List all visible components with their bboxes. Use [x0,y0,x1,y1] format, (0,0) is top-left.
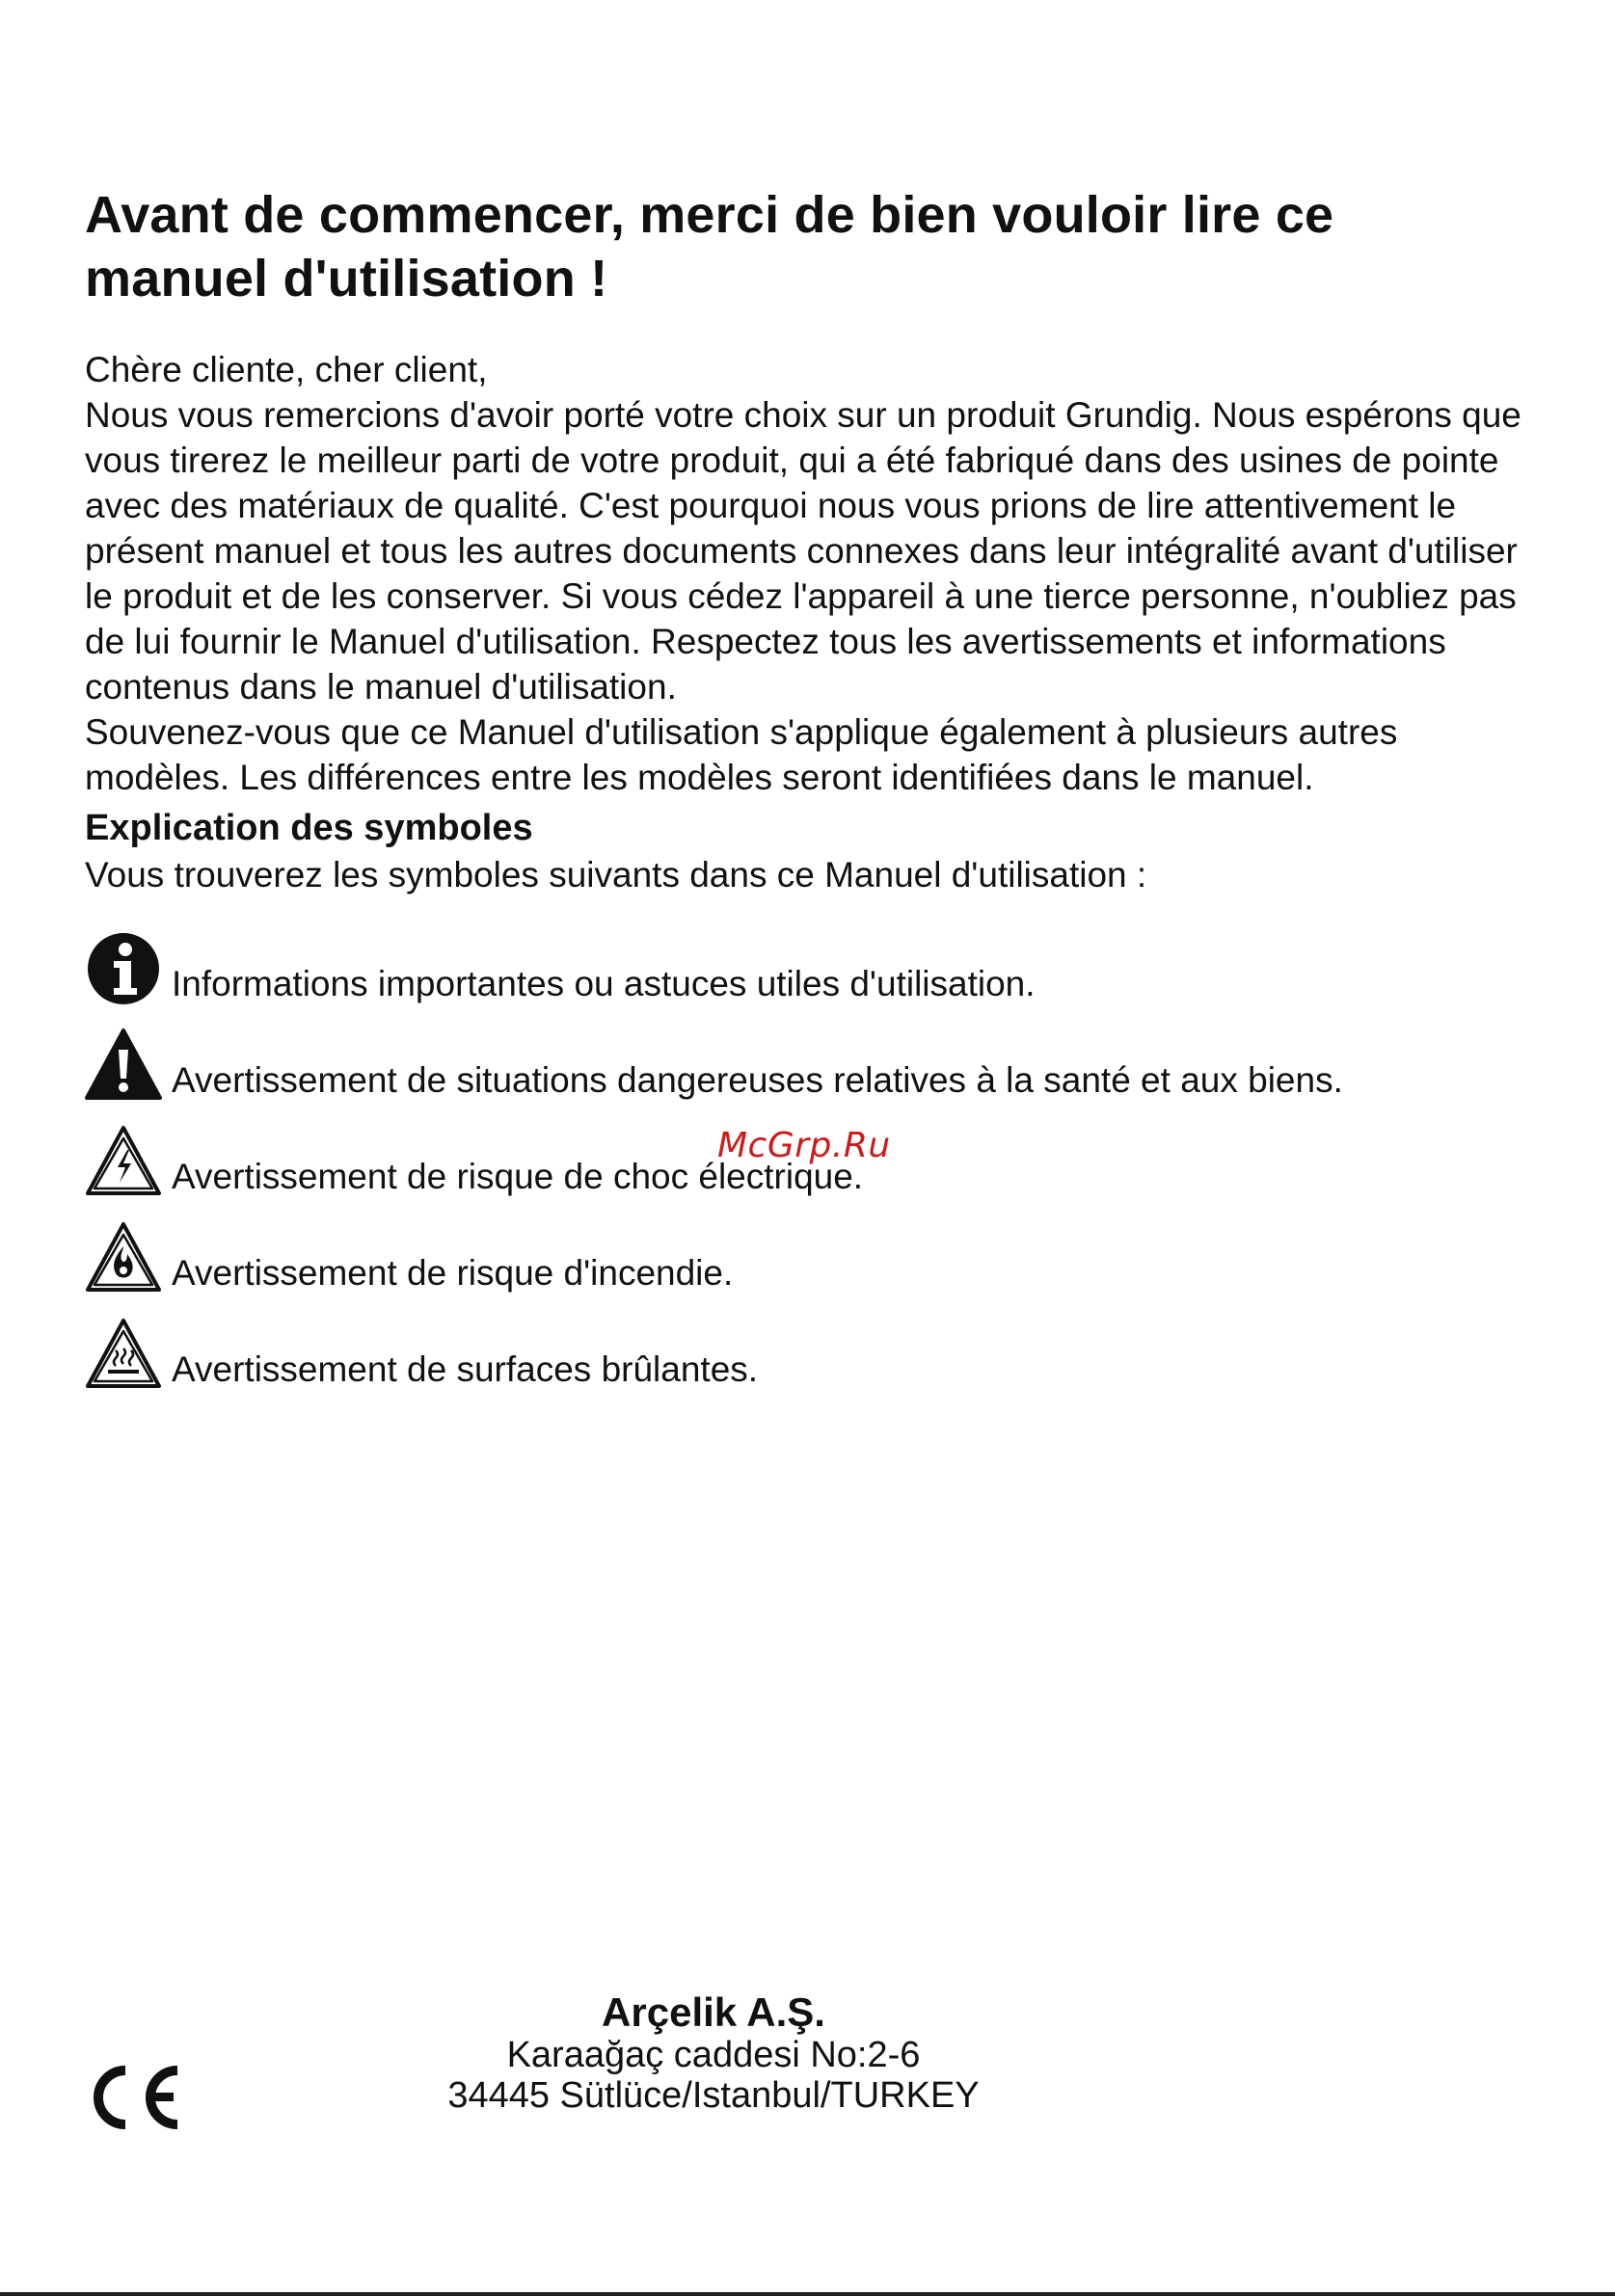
manual-page [85,183,1531,1393]
intro-paragraph: Nous vous remercions d'avoir porté votre choix sur un produit Grundig. Nous espérons que vous tirerez le meilleur parti de votre produit, qui a été fabriqué dans des usines de pointe avec des matériaux de qualité. C'est pourquoi nous vous prions de lire attentivement le présent manuel et tous les autres documents connexes dans leur intégralité avant d'utiliser le produit et de les conserver. Si vous cédez l'appareil à une tierce personne, n'oubliez pas de lui fournir le Manuel d'utilisation. Respectez tous les avertissements et informations contenus dans le manuel d'utilisation. [85,395,1521,707]
symbol-text: Avertissement de surfaces brûlantes. [172,1349,759,1389]
address-line-1: Karaağaç caddesi No:2-6 [506,2035,921,2075]
warning-icon [85,1027,170,1104]
company-name: Arçelik A.Ş. [602,1989,825,2035]
symbols-lead: Vous trouverez les symboles suivants dans ce Manuel d'utilisation : [85,855,1147,894]
manufacturer-address [444,1990,983,2116]
symbol-text: Informations importantes ou astuces utiles d'utilisation. [172,964,1036,1003]
symbol-item-warning [85,1007,1531,1104]
greeting: Chère cliente, cher client, [85,350,488,389]
bottom-rule [0,2292,1615,2296]
symbol-item-hot-surface [85,1296,1531,1393]
watermark-text: McGrp.Ru [717,1126,891,1165]
hot-surface-icon [85,1316,170,1393]
symbol-text: Avertissement de situations dangereuses relatives à la santé et aux biens. [172,1060,1343,1100]
ce-mark-icon [83,2063,183,2132]
symbol-item-fire [85,1200,1531,1296]
intro-text [85,347,1531,800]
electric-shock-icon [85,1123,170,1200]
info-icon [85,930,170,1007]
symbol-item-info [85,911,1531,1007]
models-paragraph: Souvenez-vous que ce Manuel d'utilisation s'applique également à plusieurs autres modèles. Les différences entre les modèles seront identifiées dans le manuel. [85,712,1398,797]
address-line-2: 34445 Sütlüce/Istanbul/TURKEY [447,2075,980,2116]
symbol-text: Avertissement de risque d'incendie. [172,1253,734,1293]
page-title: Avant de commencer, merci de bien vouloir lire ce manuel d'utilisation ! [85,186,1334,307]
symbols-heading: Explication des symboles [85,808,533,848]
symbol-text: Avertissement de risque de choc électrique. [172,1157,864,1196]
fire-icon [85,1219,170,1296]
